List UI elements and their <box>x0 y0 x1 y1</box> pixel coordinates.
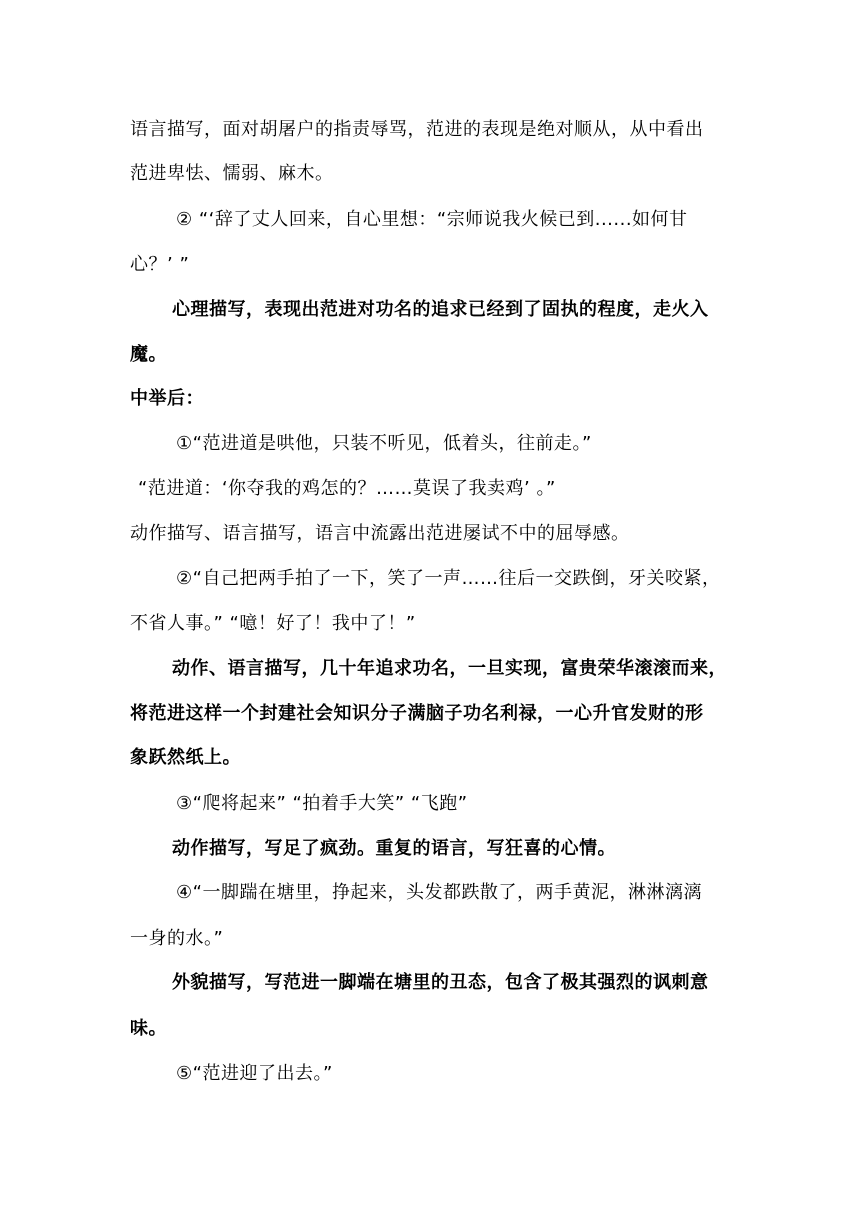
bold-text-line: 将范进这样一个封建社会知识分子满脑子功名利禄，一心升官发财的形 <box>130 703 704 724</box>
text-line: 范进卑怯、懦弱、麻木。 <box>130 163 334 184</box>
bold-text-line: 魔。 <box>130 344 167 365</box>
text-line: ②“自己把两手拍了一下，笑了一声……往后一交跌倒，牙关咬紧， <box>176 568 721 589</box>
text-line: 动作描写、语言描写，语言中流露出范进屡试不中的屈辱感。 <box>130 523 630 544</box>
section-heading: 中举后： <box>130 388 204 409</box>
text-line: ③“爬将起来” “拍着手大笑” “飞跑” <box>176 793 468 814</box>
text-line: 心？’ ” <box>130 254 190 275</box>
text-line: “范进道：‘你夺我的鸡怎的？……莫误了我卖鸡’ 。” <box>138 478 556 499</box>
bold-text-line: 动作、语言描写，几十年追求功名，一旦实现，富贵荣华滚滚而来， <box>172 658 727 679</box>
bold-text-line: 动作描写，写足了疯劲。重复的语言，写狂喜的心情。 <box>172 838 616 859</box>
text-line: ② “‘辞了丈人回来，自心里想：“宗师说我火候已到......如何甘 <box>176 209 688 230</box>
text-line: ①“范进道是哄他，只装不听见，低着头，往前走。” <box>176 433 592 454</box>
text-line: ⑤“范进迎了出去。” <box>176 1063 333 1084</box>
text-line: 语言描写，面对胡屠户的指责辱骂，范进的表现是绝对顺从，从中看出 <box>130 119 704 140</box>
text-line: 一身的水。” <box>130 928 224 949</box>
bold-text-line: 味。 <box>130 1018 167 1039</box>
bold-text-line: 外貌描写，写范进一脚端在塘里的丑态，包含了极其强烈的讽刺意 <box>172 972 709 993</box>
text-line: ④“一脚踹在塘里，挣起来，头发都跌散了，两手黄泥，淋淋漓漓 <box>176 882 702 903</box>
bold-text-line: 象跃然纸上。 <box>130 747 241 768</box>
bold-text-line: 心理描写，表现出范进对功名的追求已经到了固执的程度，走火入 <box>172 299 709 320</box>
text-line: 不省人事。” “噫！好了！我中了！” <box>130 613 416 634</box>
